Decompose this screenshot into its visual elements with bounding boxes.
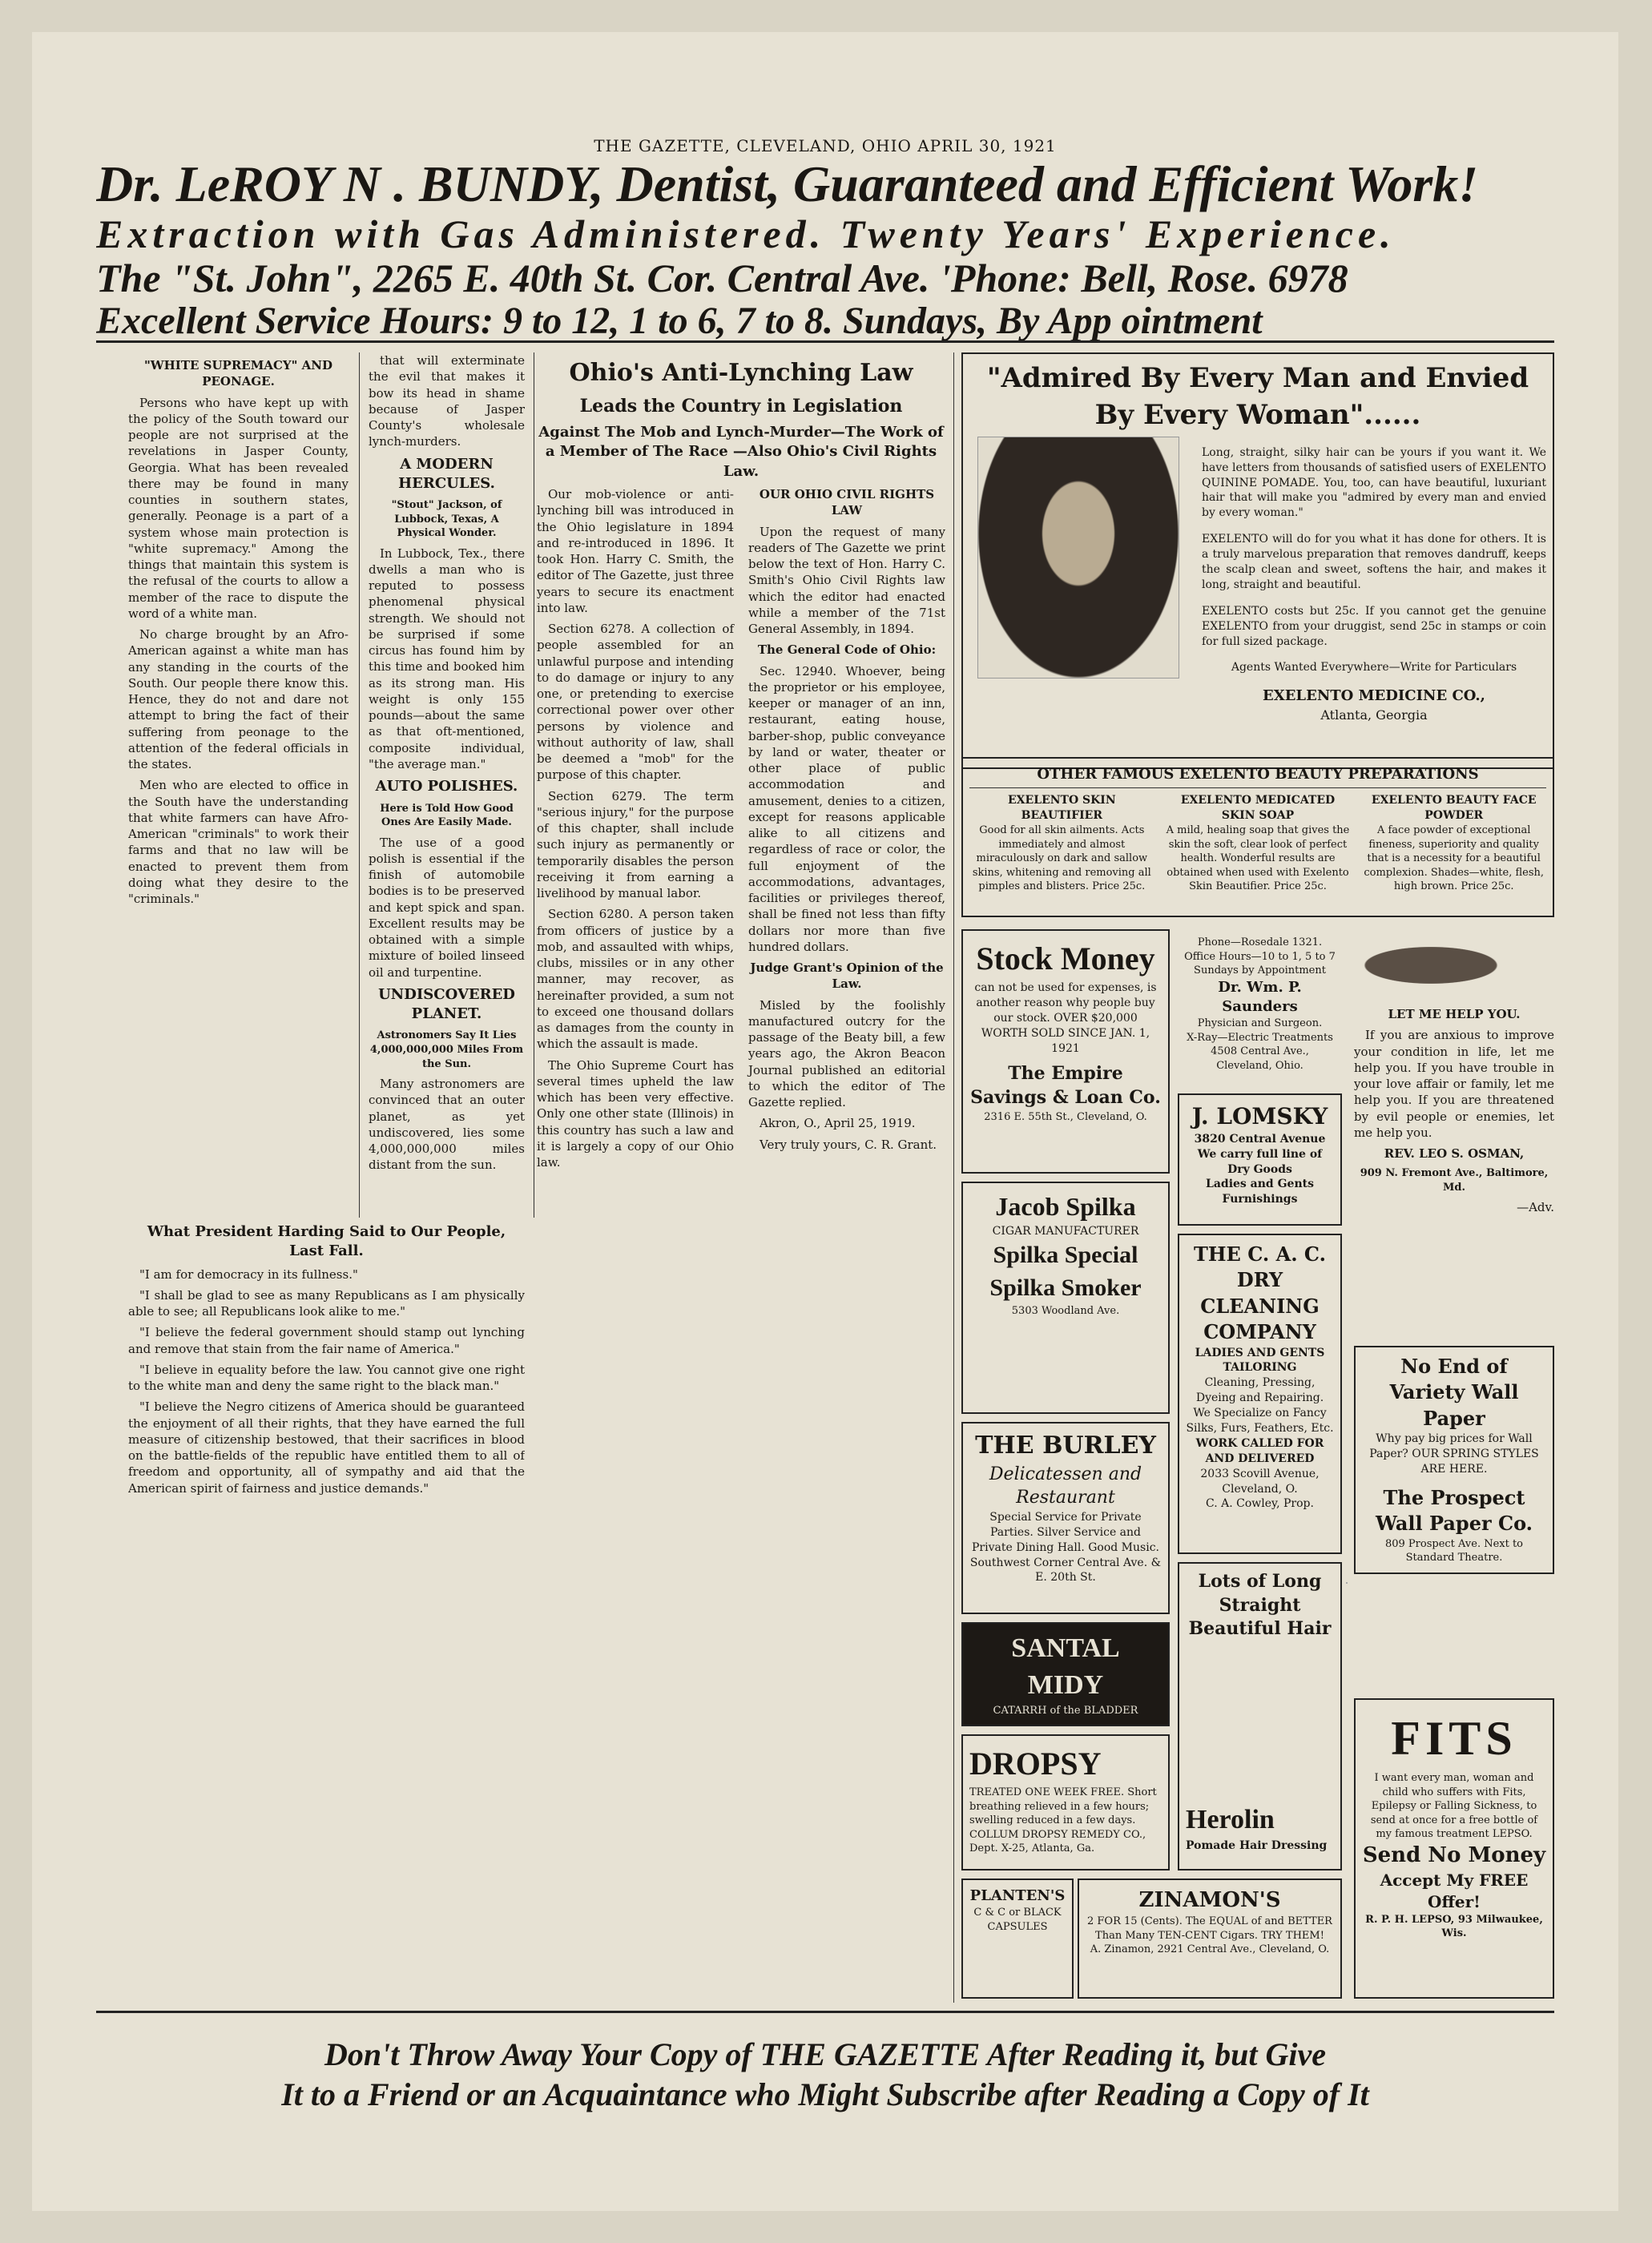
- hair-illustration: [1346, 1582, 1348, 1584]
- footer-line-2: It to a Friend or an Acquaintance who Might Subscribe after Reading a Copy of It: [281, 2076, 1369, 2112]
- paragraph: Section 6280. A person taken from officers of justice by a mob, and assaulted with whips, clubs, missiles or in any other manner, may recover, as hereinafter provided, a sum not to exceed one thousand dollars as damages from the county in which the assault is made.: [537, 907, 734, 1052]
- paragraph: Sec. 12940. Whoever, being the proprietor or his employee, keeper or manager of an inn, restaurant, eating house, barber-shop, public conveyance by land or water, theater or other place of public accommodation and amusement, denies to a citizen, except for reasons applicable alike to all citizens and regardless of race or color, the full enjoyment of the accommodations, advantages, facilities or privileges thereof, shall be fined not less than fifty dollars nor more than five hundred dollars.: [748, 663, 945, 954]
- wallpaper-ad: [1354, 1346, 1554, 1574]
- top-rule: [96, 340, 1554, 343]
- santal-midy-ad: [961, 1622, 1170, 1726]
- saunders-xray: X-Ray—Electric Treatments: [1187, 1031, 1333, 1044]
- burley-body: Special Service for Private Parties. Silver Service and Private Dining Hall. Good Music. Southwest Corner Central Ave. & E. 20th St.: [969, 1510, 1162, 1585]
- paragraph: Section 6279. The term "serious injury," for the purpose of this chapter, shall include such injury as permanently or temporarily disables the person receiving it from earning a livelihood by manual labor.: [537, 788, 734, 901]
- skin-soap-text: A mild, healing soap that gives the skin the soft, clear look of perfect health. Wonderful results are obtained when used with Exelento Skin Beautifier. Price 25c.: [1166, 824, 1350, 893]
- spilka-address: 5303 Woodland Ave.: [1011, 1305, 1120, 1318]
- lomsky-furnishings: Ladies and Gents Furnishings: [1206, 1178, 1314, 1206]
- cac-delivered: WORK CALLED FOR AND DELIVERED: [1195, 1436, 1324, 1465]
- stock-money-title: Stock Money: [976, 940, 1155, 977]
- planet-subheading: Astronomers Say It Lies 4,000,000,000 Miles From the Sun.: [369, 1029, 524, 1070]
- paragraph: "I shall be glad to see as many Republicans as I am physically able to see; all Republicans look alike to me.": [128, 1287, 525, 1319]
- paragraph: Upon the request of many readers of The Gazette we print below the text of Hon. Harry C. Smith's Ohio Civil Rights law which the editor had enacted while a member of the 71st General Assembly, in 1894.: [748, 524, 945, 637]
- hand-illustration: [1354, 933, 1546, 997]
- anti-lynching-heading: Ohio's Anti-Lynching Law: [569, 359, 913, 387]
- saunders-name: Dr. Wm. P. Saunders: [1218, 978, 1302, 1015]
- prospect-name: The Prospect Wall Paper Co.: [1375, 1485, 1533, 1536]
- signature-date: Akron, O., April 25, 1919.: [760, 1116, 916, 1131]
- footer-notice: [96, 2035, 1554, 2115]
- masthead: THE GAZETTE, CLEVELAND, OHIO APRIL 30, 1921: [594, 136, 1057, 155]
- burley-title: THE BURLEY: [975, 1432, 1156, 1460]
- stock-money-ad: [961, 929, 1170, 1174]
- osman-address: 909 N. Fremont Ave., Baltimore, Md.: [1360, 1167, 1549, 1194]
- paragraph: Misled by the foolishly manufactured outcry for the passage of the Beaty bill, a few years ago, the Akron Beacon Journal published an editorial to which the editor of The Gazette replied.: [748, 997, 945, 1110]
- column-divider: [359, 352, 360, 1218]
- woman-portrait: [977, 437, 1179, 679]
- planten-title: PLANTEN'S: [969, 1887, 1066, 1904]
- lomsky-address: 3820 Central Avenue: [1194, 1132, 1326, 1146]
- dropsy-title: DROPSY: [969, 1746, 1102, 1782]
- auto-polishes-subheading: Here is Told How Good Ones Are Easily Made.: [380, 802, 514, 829]
- catarrh-text: CATARRH of the BLADDER: [993, 1704, 1138, 1717]
- zinamon-ad: [1078, 1879, 1342, 1999]
- cac-subtitle: LADIES AND GENTS TAILORING: [1195, 1346, 1325, 1375]
- paragraph: The use of a good polish is essential if the finish of automobile bodies is to be preserved and kept spick and span. Excellent results may be obtained with a simple mixture of boiled linseed oil and turpentine.: [369, 835, 525, 980]
- paragraph: The Ohio Supreme Court has several times upheld the law which has been very effective. Only one other state (Illinois) in this country has such a law and it is largely a copy of our Ohio law.: [537, 1057, 734, 1170]
- dentist-ad: [96, 156, 1554, 343]
- beauty-preparations-title: OTHER FAMOUS EXELENTO BEAUTY PREPARATIONS: [969, 765, 1546, 788]
- column-hercules: [369, 352, 525, 1218]
- saunders-phone: Phone—Rosedale 1321.: [1197, 936, 1323, 948]
- empire-savings-address: 2316 E. 55th St., Cleveland, O.: [984, 1110, 1147, 1123]
- hercules-heading: A MODERN HERCULES.: [398, 455, 495, 492]
- column-anti-lynching: [537, 352, 945, 1995]
- civil-rights-heading: OUR OHIO CIVIL RIGHTS LAW: [759, 487, 935, 518]
- santal-title: SANTAL: [1011, 1633, 1120, 1663]
- midy-title: MIDY: [1027, 1669, 1104, 1700]
- herolin-brand: Herolin: [1186, 1805, 1275, 1835]
- skin-beautifier-text: Good for all skin ailments. Acts immediately and almost miraculously on dark and sallow skins, whitening and removing all pimples and blisters. Price 25c.: [972, 824, 1151, 893]
- paragraph: that will exterminate the evil that makes it bow its head in shame because of Jasper County's wholesale lynch-murders.: [369, 353, 525, 449]
- herolin-ad: [1178, 1562, 1342, 1871]
- agents-wanted: Agents Wanted Everywhere—Write for Particulars: [1231, 661, 1517, 675]
- dropsy-body: TREATED ONE WEEK FREE. Short breathing relieved in a few hours; swelling reduced in a few days.: [969, 1786, 1157, 1827]
- zinamon-title: ZINAMON'S: [1138, 1888, 1281, 1912]
- lomsky-title: J. LOMSKY: [1191, 1103, 1328, 1130]
- skin-beautifier-name: EXELENTO SKIN BEAUTIFIER: [1008, 794, 1116, 823]
- paragraph: Persons who have kept up with the policy of the South toward our people are not surprised at the revelations in Jasper County, Georgia. What has been revealed there may be found in many counties in southern states, generally. Peonage is a part of a system whose main protection is "white supremacy." Among the things that maintain this system is the refusal of the courts to allow a member of the race to dispute the word of a white man.: [128, 395, 349, 621]
- dropsy-company: COLLUM DROPSY REMEDY CO., Dept. X-25, Atlanta, Ga.: [969, 1828, 1146, 1855]
- cac-address: 2033 Scovill Avenue, Cleveland, O.: [1200, 1467, 1320, 1496]
- auto-polishes-heading: AUTO POLISHES.: [375, 778, 518, 795]
- cac-body: Cleaning, Pressing, Dyeing and Repairing. We Specialize on Fancy Silks, Furs, Feathers, Etc.: [1186, 1376, 1334, 1436]
- spilka-title: Jacob Spilka: [995, 1192, 1136, 1221]
- harding-heading: What President Harding Said to Our People, Last Fall.: [147, 1223, 506, 1260]
- spilka-special: Spilka Special: [993, 1242, 1138, 1269]
- paragraph: EXELENTO costs but 25c. If you cannot get the genuine EXELENTO from your druggist, send 25c in stamps or coin for full sized package.: [1202, 604, 1546, 648]
- zinamon-address: A. Zinamon, 2921 Central Ave., Cleveland, O.: [1090, 1943, 1330, 1956]
- column-white-supremacy: [128, 352, 349, 1194]
- harding-section: [128, 1218, 525, 2003]
- anti-lynching-deck: Against The Mob and Lynch-Murder—The Work of a Member of The Race —Also Ohio's Civil Rights Law.: [538, 424, 944, 480]
- skin-soap-name: EXELENTO MEDICATED SKIN SOAP: [1180, 794, 1336, 823]
- bottom-rule: [96, 2011, 1554, 2013]
- cac-dry-cleaning-ad: [1178, 1234, 1342, 1554]
- face-powder-text: A face powder of exceptional fineness, superiority and quality that is a necessity for a beautiful complexion. Shades—white, flesh, high brown. Price 25c.: [1364, 824, 1544, 893]
- paragraph: "I believe the Negro citizens of America should be guaranteed the enjoyment of all their rights, that they have earned the full measure of citizenship bestowed, that their sacrifices in blood on the battle-fields of the republic have entitled them to all of freedom and opportunity, all of sympathy and aid that the American spirit of fairness and justice demands.": [128, 1399, 525, 1496]
- spilka-ad: [961, 1182, 1170, 1414]
- lomsky-ad: [1178, 1093, 1342, 1226]
- fits-title: FITS: [1391, 1712, 1517, 1765]
- saunders-ad: [1178, 929, 1342, 1089]
- planet-heading: UNDISCOVERED PLANET.: [378, 985, 515, 1023]
- exelento-title: "Admired By Every Man and Envied By Every Woman"......: [986, 362, 1529, 431]
- osman-name: REV. LEO S. OSMAN,: [1384, 1146, 1525, 1161]
- dentist-ad-line-4: Excellent Service Hours: 9 to 12, 1 to 6, 7 to 8. Sundays, By App ointment: [96, 300, 1263, 343]
- burley-subtitle: Delicatessen and Restaurant: [989, 1464, 1142, 1508]
- paragraph: Long, straight, silky hair can be yours if you want it. We have letters from thousands of satisfied users of EXELENTO QUININE POMADE. You, too, can have beautiful, luxuriant hair that will make you "admired by every man and envied by every woman.": [1202, 445, 1546, 520]
- saunders-title: Physician and Surgeon.: [1197, 1017, 1323, 1030]
- planten-capsules: C & C or BLACK CAPSULES: [973, 1907, 1062, 1933]
- cac-title: THE C. A. C. DRY CLEANING COMPANY: [1194, 1242, 1326, 1344]
- planten-ad: [961, 1879, 1074, 1999]
- saunders-hours: Office Hours—10 to 1, 5 to 7 Sundays by Appointment: [1184, 950, 1336, 977]
- herolin-subtitle: Pomade Hair Dressing: [1186, 1838, 1328, 1852]
- exelento-company: EXELENTO MEDICINE CO.,: [1263, 687, 1485, 705]
- spilka-smoker: Spilka Smoker: [989, 1274, 1142, 1301]
- help-ad: [1354, 1001, 1554, 1338]
- paragraph: "I am for democracy in its fullness.": [139, 1266, 358, 1282]
- prospect-address: 809 Prospect Ave. Next to Standard Theatre.: [1384, 1537, 1524, 1564]
- fits-body: I want every man, woman and child who suffers with Fits, Epilepsy or Falling Sickness, to send at once for a free bottle of my famous treatment LEPSO.: [1370, 1772, 1538, 1841]
- white-supremacy-heading: "WHITE SUPREMACY" AND PEONAGE.: [143, 358, 333, 389]
- face-powder-name: EXELENTO BEAUTY FACE POWDER: [1371, 794, 1537, 823]
- paragraph: "I believe in equality before the law. You cannot give one right to the white man and deny the same right to the black man.": [128, 1362, 525, 1394]
- empire-savings-name: The Empire Savings & Loan Co.: [970, 1063, 1161, 1109]
- wallpaper-body: Why pay big prices for Wall Paper? OUR SPRING STYLES ARE HERE.: [1369, 1432, 1539, 1476]
- dentist-ad-line-2: Extraction with Gas Administered. Twenty Years' Experience.: [96, 212, 1396, 257]
- paragraph: EXELENTO will do for you what it has done for others. It is a truly marvelous preparation that removes dandruff, keeps the scalp clean and sweet, softens the hair, and makes it long, straight and beautiful.: [1202, 533, 1546, 591]
- saunders-address: 4508 Central Ave., Cleveland, Ohio.: [1211, 1045, 1309, 1072]
- footer-line-1: Don't Throw Away Your Copy of THE GAZETTE After Reading it, but Give: [324, 2036, 1327, 2072]
- judge-grant-heading: Judge Grant's Opinion of the Law.: [750, 960, 944, 992]
- free-offer: Accept My FREE Offer!: [1380, 1870, 1529, 1911]
- cac-proprietor: C. A. Cowley, Prop.: [1206, 1497, 1314, 1511]
- exelento-city: Atlanta, Georgia: [1320, 707, 1428, 723]
- paragraph: Men who are elected to office in the South have the understanding that white farmers can have Afro-American "criminals" to work their farms and that no law will be enacted to prevent them from doing what they desire to the "criminals.": [128, 778, 349, 906]
- wallpaper-title: No End of Variety Wall Paper: [1389, 1355, 1519, 1430]
- anti-lynching-subheading: Leads the Country in Legislation: [579, 395, 903, 417]
- adv-mark: —Adv.: [1517, 1200, 1554, 1215]
- dentist-ad-line-1: Dr. LeROY N . BUNDY, Dentist, Guaranteed and Efficient Work!: [96, 156, 1479, 212]
- spilka-subtitle: CIGAR MANUFACTURER: [992, 1225, 1139, 1238]
- paragraph: "I believe the federal government should stamp out lynching and remove that stain from the fair name of America.": [128, 1325, 525, 1356]
- paragraph: Section 6278. A collection of people assembled for an unlawful purpose and intending to do damage or injury to any one, or pretending to exercise correctional power over other persons by violence and without authority of law, shall be deemed a "mob" for the purpose of this chapter.: [537, 622, 734, 783]
- beauty-preparations-ad: [961, 757, 1554, 917]
- dropsy-ad: [961, 1734, 1170, 1871]
- lepso-address: R. P. H. LEPSO, 93 Milwaukee, Wis.: [1365, 1913, 1543, 1940]
- lomsky-body: We carry full line of Dry Goods: [1197, 1147, 1323, 1176]
- zinamon-body: 2 FOR 15 (Cents). The EQUAL of and BETTER Than Many TEN-CENT Cigars. TRY THEM!: [1087, 1915, 1332, 1942]
- hercules-subheading: "Stout" Jackson, of Lubbock, Texas, A Physical Wonder.: [391, 499, 502, 540]
- fits-ad: [1354, 1698, 1554, 1999]
- signature: Very truly yours, C. R. Grant.: [760, 1137, 937, 1152]
- herolin-headline: Lots of Long Straight Beautiful Hair: [1188, 1571, 1332, 1640]
- help-title: LET ME HELP YOU.: [1388, 1007, 1521, 1021]
- paragraph: No charge brought by an Afro-American against a white man has any standing in the courts of the South. Our people there know this. Hence, they do not and dare not attempt to bring the fact of their suffering from peonage to the attention of the federal officials in the states.: [128, 627, 349, 771]
- general-code-heading: The General Code of Ohio:: [757, 642, 937, 658]
- paragraph: In Lubbock, Tex., there dwells a man who is reputed to possess phenomenal physical strength. We should not be surprised if some circus has found him by this time and booked him as its strong man. His weight is only 155 pounds—about the same as that oft-mentioned, composite individual, "the average man.": [369, 546, 525, 771]
- burley-ad: [961, 1422, 1170, 1614]
- send-no-money: Send No Money: [1362, 1842, 1546, 1867]
- paragraph: Our mob-violence or anti-lynching bill was introduced in the Ohio legislature in 1894 and re-introduced in 1896. It took Hon. Harry C. Smith, the editor of The Gazette, just three years to secure its enactment into law.: [537, 487, 734, 615]
- stock-money-body: can not be used for expenses, is another reason why people buy our stock. OVER $20,000 WORTH SOLD SINCE JAN. 1, 1921: [974, 981, 1157, 1055]
- column-divider: [953, 352, 954, 2003]
- dentist-ad-line-3: The "St. John", 2265 E. 40th St. Cor. Central Ave. 'Phone: Bell, Rose. 6978: [96, 256, 1348, 301]
- paragraph: Many astronomers are convinced that an outer planet, as yet undiscovered, lies some 4,000,000,000 miles distant from the sun.: [369, 1077, 525, 1173]
- paragraph: If you are anxious to improve your condition in life, let me help you. If you have trouble in your love affair or family, let me help you. If you are threatened by evil people or enemies, let me help you.: [1354, 1028, 1554, 1140]
